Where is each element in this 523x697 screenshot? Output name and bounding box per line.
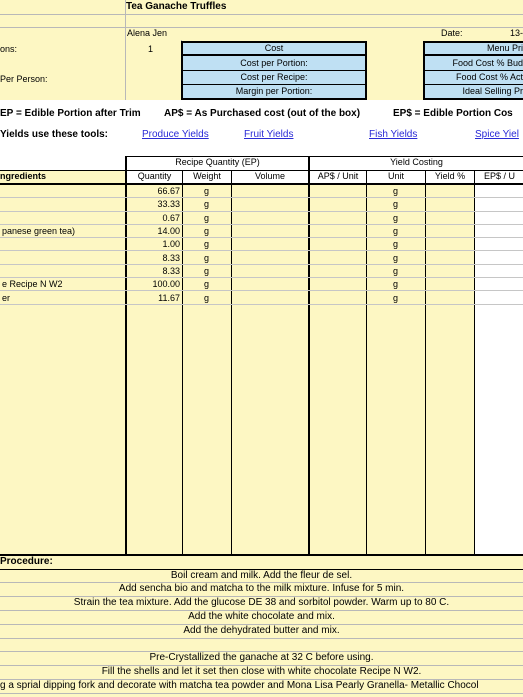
table-row[interactable] <box>0 224 523 237</box>
yield-cell[interactable] <box>425 185 474 198</box>
ap-unit-cell[interactable] <box>308 185 366 198</box>
ingredients-table <box>0 185 523 305</box>
volume-cell[interactable] <box>231 211 308 224</box>
yield-cell[interactable] <box>425 224 474 237</box>
date-value[interactable]: 13- <box>509 28 523 38</box>
procedure-label: Procedure: <box>0 556 53 567</box>
quantity-cell[interactable]: 100.00 <box>126 278 182 291</box>
table-row[interactable] <box>0 251 523 264</box>
volume-cell[interactable] <box>231 291 308 304</box>
quantity-cell[interactable]: 33.33 <box>126 198 182 211</box>
table-row[interactable] <box>0 185 523 198</box>
procedure-step[interactable]: Add the dehydrated butter and mix. <box>0 625 523 639</box>
procedure-step[interactable]: Strain the tea mixture. Add the glucose DE 38 and sorbitol powder. Warm up to 80 C. <box>0 597 523 611</box>
ep-unit-cell[interactable] <box>474 278 523 291</box>
quantity-cell[interactable]: 66.67 <box>126 185 182 198</box>
yield-cell[interactable] <box>425 264 474 277</box>
volume-cell[interactable] <box>231 185 308 198</box>
ideal-selling-price-label: Ideal Selling Pr <box>462 86 523 96</box>
table-row[interactable] <box>0 278 523 291</box>
ep-unit-cell[interactable] <box>474 185 523 198</box>
ingredient-name[interactable] <box>0 251 126 264</box>
ep-unit-cell[interactable] <box>474 251 523 264</box>
weight-cell[interactable]: g <box>182 291 231 304</box>
ap-unit-cell[interactable] <box>308 278 366 291</box>
unit-cell[interactable]: g <box>366 211 425 224</box>
volume-header: Volume <box>254 171 286 181</box>
menu-price-header: Menu Pri <box>425 43 523 56</box>
table-row[interactable] <box>0 211 523 224</box>
ap-unit-cell[interactable] <box>308 251 366 264</box>
weight-header: Weight <box>193 171 221 181</box>
ep-unit-cell[interactable] <box>474 211 523 224</box>
yield-percent-header: Yield % <box>434 171 466 181</box>
procedure-step[interactable] <box>0 639 523 652</box>
table-row[interactable] <box>0 198 523 211</box>
portions-value[interactable]: 1 <box>148 44 154 54</box>
ap-unit-cell[interactable] <box>308 198 366 211</box>
ingredient-name[interactable]: e Recipe N W2 <box>0 278 126 291</box>
procedure-step[interactable]: Add the white chocolate and mix. <box>0 611 523 625</box>
food-cost-budget-label: Food Cost % Bud <box>425 58 523 71</box>
tools-label: Yields use these tools: <box>0 129 108 140</box>
unit-cell[interactable]: g <box>366 224 425 237</box>
volume-cell[interactable] <box>231 264 308 277</box>
procedure-step[interactable]: Boil cream and milk. Add the fleur de sel. <box>0 570 523 583</box>
yield-costing-group-header: Yield Costing <box>390 157 443 167</box>
cost-per-portion-label: Cost per Portion: <box>183 58 365 71</box>
ingredient-name[interactable] <box>0 264 126 277</box>
unit-cell[interactable]: g <box>366 185 425 198</box>
legend-ap: AP$ = As Purchased cost (out of the box) <box>164 108 361 119</box>
fruit-yields-link[interactable]: Fruit Yields <box>244 129 294 140</box>
ap-unit-cell[interactable] <box>308 264 366 277</box>
unit-cell[interactable]: g <box>366 198 425 211</box>
unit-cell[interactable]: g <box>366 251 425 264</box>
ap-unit-cell[interactable] <box>308 211 366 224</box>
ingredient-name[interactable] <box>0 211 126 224</box>
weight-cell[interactable]: g <box>182 278 231 291</box>
weight-cell[interactable]: g <box>182 238 231 251</box>
yield-cell[interactable] <box>425 278 474 291</box>
weight-cell[interactable]: g <box>182 264 231 277</box>
ap-unit-cell[interactable] <box>308 291 366 304</box>
cost-per-recipe-label: Cost per Recipe: <box>183 72 365 85</box>
yield-cell[interactable] <box>425 251 474 264</box>
legend-eps: EP$ = Edible Portion Cos <box>393 108 513 119</box>
ep-unit-cell[interactable] <box>474 264 523 277</box>
quantity-cell[interactable]: 0.67 <box>126 211 182 224</box>
table-row[interactable] <box>0 238 523 251</box>
ingredient-name[interactable] <box>0 238 126 251</box>
ep-unit-cell[interactable] <box>474 238 523 251</box>
procedure-step[interactable]: g a sprial dipping fork and decorate with matcha tea powder and Mona Lisa Pearly Granella- Metallic Chocol <box>0 680 523 694</box>
yield-cell[interactable] <box>425 198 474 211</box>
quantity-cell[interactable]: 1.00 <box>126 238 182 251</box>
ep-unit-cell[interactable] <box>474 291 523 304</box>
table-row[interactable] <box>0 264 523 277</box>
margin-per-portion-label: Margin per Portion: <box>235 86 313 96</box>
recipe-quantity-group-header: Recipe Quantity (EP) <box>175 157 260 167</box>
ingredient-name[interactable]: panese green tea) <box>0 224 126 237</box>
yield-cell[interactable] <box>425 291 474 304</box>
ap-unit-header: AP$ / Unit <box>317 171 359 181</box>
ap-unit-cell[interactable] <box>308 238 366 251</box>
author-cell[interactable]: Alena Jen <box>127 28 168 38</box>
procedure-step[interactable]: Add sencha bio and matcha to the milk mixture. Infuse for 5 min. <box>0 583 523 597</box>
ingredient-name[interactable] <box>0 198 126 211</box>
quantity-cell[interactable]: 11.67 <box>126 291 182 304</box>
cost-header: Cost <box>183 43 365 56</box>
weight-cell[interactable]: g <box>182 211 231 224</box>
table-row[interactable] <box>0 291 523 304</box>
ingredient-name[interactable]: er <box>0 291 126 304</box>
weight-cell[interactable]: g <box>182 185 231 198</box>
produce-yields-link[interactable]: Produce Yields <box>142 129 209 140</box>
unit-cell[interactable]: g <box>366 264 425 277</box>
quantity-header: Quantity <box>137 171 172 181</box>
spice-yields-link[interactable]: Spice Yiel <box>475 129 519 140</box>
fish-yields-link[interactable]: Fish Yields <box>369 129 418 140</box>
volume-cell[interactable] <box>231 251 308 264</box>
volume-cell[interactable] <box>231 238 308 251</box>
ap-unit-cell[interactable] <box>308 224 366 237</box>
unit-cell[interactable]: g <box>366 238 425 251</box>
weight-cell[interactable]: g <box>182 198 231 211</box>
quantity-cell[interactable]: 8.33 <box>126 251 182 264</box>
unit-header: Unit <box>387 171 404 181</box>
procedure-step[interactable]: Pre-Crystallized the ganache at 32 C before using. <box>0 652 523 666</box>
date-label: Date: <box>441 28 463 38</box>
ep-unit-cell[interactable] <box>474 198 523 211</box>
unit-cell[interactable]: g <box>366 278 425 291</box>
recipe-title[interactable]: Tea Ganache Truffles <box>126 1 523 15</box>
quantity-cell[interactable]: 8.33 <box>126 264 182 277</box>
volume-cell[interactable] <box>231 198 308 211</box>
ingredient-name[interactable] <box>0 185 126 198</box>
quantity-cell[interactable]: 14.00 <box>126 224 182 237</box>
ep-unit-cell[interactable] <box>474 224 523 237</box>
weight-cell[interactable]: g <box>182 224 231 237</box>
portions-label: ons: <box>0 44 18 54</box>
volume-cell[interactable] <box>231 278 308 291</box>
per-person-label: Per Person: <box>0 74 48 84</box>
ingredients-header: ngredients <box>0 171 47 181</box>
volume-cell[interactable] <box>231 224 308 237</box>
food-cost-actual-label: Food Cost % Act <box>425 72 523 85</box>
yield-cell[interactable] <box>425 238 474 251</box>
weight-cell[interactable]: g <box>182 251 231 264</box>
ep-unit-header: EP$ / U <box>484 171 516 181</box>
unit-cell[interactable]: g <box>366 291 425 304</box>
procedure-step[interactable]: Fill the shells and let it set then close with white chocolate Recipe N W2. <box>0 666 523 680</box>
yield-cell[interactable] <box>425 211 474 224</box>
legend-ep: EP = Edible Portion after Trim <box>0 108 141 119</box>
